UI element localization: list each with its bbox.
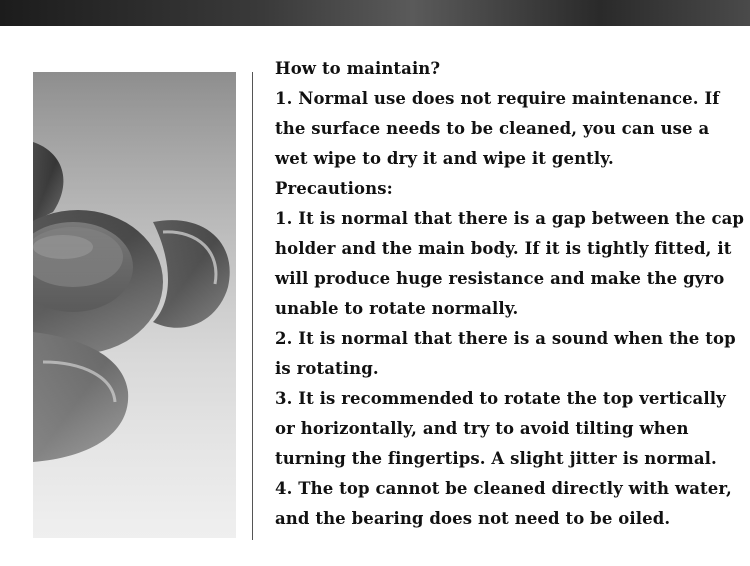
vertical-divider bbox=[252, 72, 253, 540]
precautions-heading: Precautions: bbox=[275, 179, 393, 198]
header-banner bbox=[0, 0, 750, 26]
maintain-heading: How to maintain? bbox=[275, 59, 441, 78]
fidget-spinner-photo bbox=[33, 72, 236, 538]
instructions-text bbox=[275, 54, 745, 534]
precaution-item-2: 2. It is normal that there is a sound when the top is rotating. bbox=[275, 329, 736, 378]
precaution-item-4: 4. The top cannot be cleaned directly with water, and the bearing does not need to be oiled. bbox=[275, 479, 732, 528]
maintain-item-1: 1. Normal use does not require maintenance. If the surface needs to be cleaned, you can use a wet wipe to dry it and wipe it gently. bbox=[275, 89, 720, 168]
precaution-item-3: 3. It is recommended to rotate the top vertically or horizontally, and try to avoid tilting when turning the fingertips. A slight jitter is normal. bbox=[275, 389, 726, 468]
precaution-item-1: 1. It is normal that there is a gap between the cap holder and the main body. If it is tightly fitted, it will produce huge resistance and make the gyro unable to rotate normally. bbox=[275, 209, 745, 318]
